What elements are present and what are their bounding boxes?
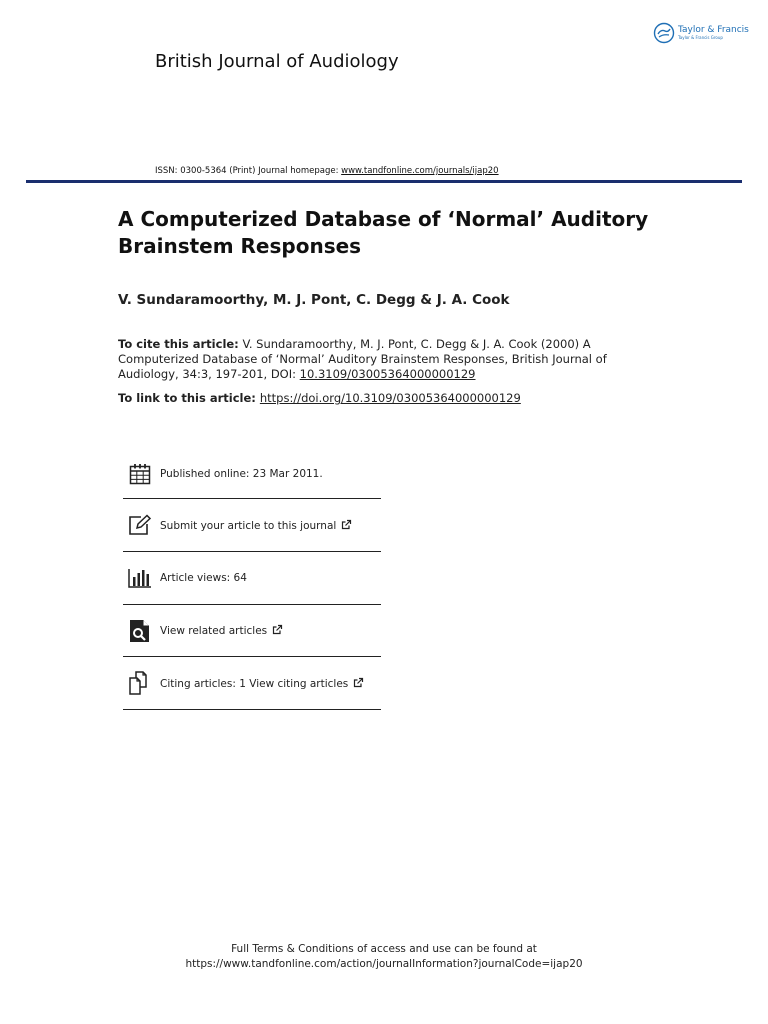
citing-articles-label: Citing articles: 1 View citing articles [160,677,349,690]
document-search-icon [127,618,153,644]
info-item-citing[interactable] [123,657,381,710]
article-info-list [123,450,381,710]
publisher-logo[interactable] [653,22,749,44]
related-articles-label: View related articles [160,625,268,637]
bar-chart-icon [127,565,153,591]
info-item-submit[interactable] [123,499,381,552]
external-link-icon [341,519,352,530]
citation-block [118,337,658,382]
published-date: Published online: 23 Mar 2011. [160,468,323,480]
info-item-views [123,552,381,605]
header-rule [26,180,742,183]
publisher-subname: Taylor & Francis Group [678,35,723,40]
citing-documents-icon [127,670,153,696]
issn-line [155,166,499,176]
journal-homepage-link[interactable]: www.tandfonline.com/journals/ijap20 [341,166,499,176]
article-title: A Computerized Database of ‘Normal’ Auditory Brainstem Responses [118,207,649,258]
taylor-francis-icon [653,22,675,44]
calendar-icon [127,461,153,487]
submit-article-label: Submit your article to this journal [160,519,337,532]
publisher-name: Taylor & Francis [678,25,749,35]
journal-title: British Journal of Audiology [155,51,399,72]
terms-footer [0,942,768,972]
cite-doi-link[interactable]: 10.3109/03005364000000129 [299,367,476,381]
doi-link[interactable]: https://doi.org/10.3109/03005364000000129 [259,391,521,405]
article-authors: V. Sundaramoorthy, M. J. Pont, C. Degg & J. A. Cook [118,292,510,308]
footer-terms-url[interactable]: https://www.tandfonline.com/action/journalInformation?journalCode=ijap20 [185,958,583,970]
submit-article-link[interactable] [160,519,352,532]
cite-text: V. Sundaramoorthy, M. J. Pont, C. Degg & J. A. Cook (2000) A Computerized Database of ‘Normal’ Auditory Brainstem Responses, British Journal of Audiology, 34:3, 197-201, DOI: [118,337,607,381]
info-item-related[interactable] [123,605,381,657]
link-block [118,391,521,405]
link-label: To link to this article: [118,391,260,405]
cite-label: To cite this article: [118,337,239,351]
edit-icon [127,512,153,538]
external-link-icon [272,624,283,635]
issn-text: ISSN: 0300-5364 (Print) Journal homepage: [155,166,342,176]
footer-line-1: Full Terms & Conditions of access and use can be found at [231,943,537,955]
external-link-icon [353,677,364,688]
citing-articles-link[interactable] [160,677,364,690]
info-item-published [123,450,381,499]
related-articles-link[interactable] [160,624,283,637]
article-views: Article views: 64 [160,572,247,584]
